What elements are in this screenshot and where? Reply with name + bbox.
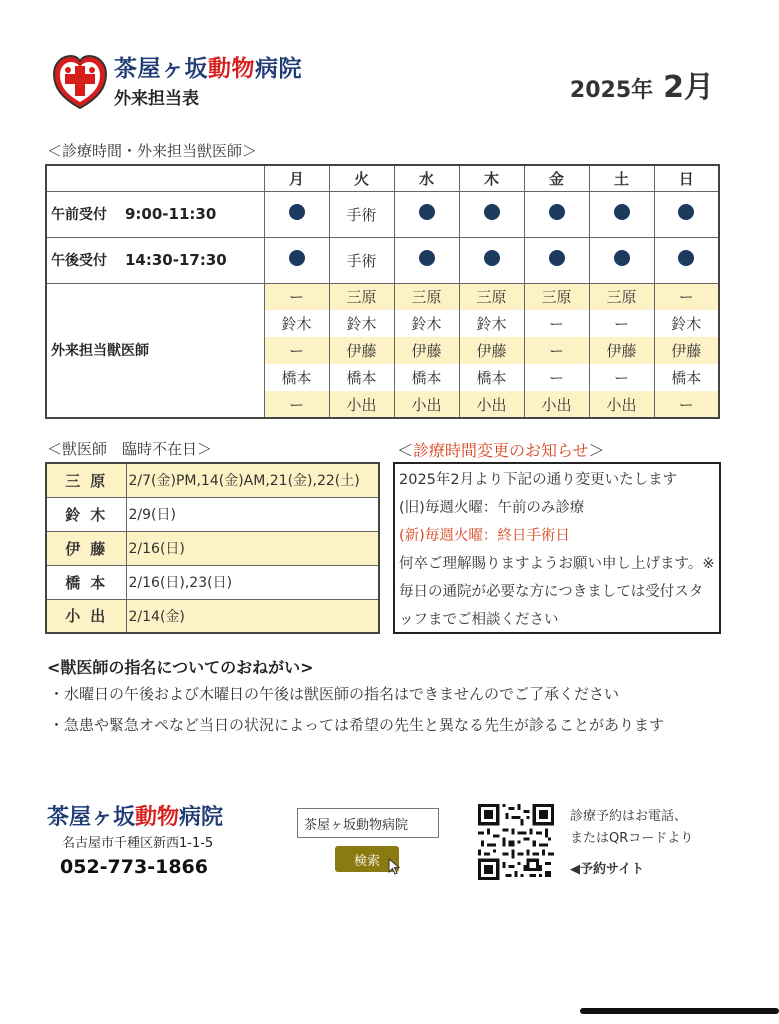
vet-cell: 橋本 (654, 364, 719, 391)
schedule-table (45, 164, 720, 419)
search-button[interactable]: 検索 (335, 846, 399, 872)
reservation-site-link[interactable]: ◀予約サイト (570, 862, 645, 877)
vet-cell: 小出 (524, 391, 589, 418)
open-dot (394, 237, 459, 283)
open-dot (589, 191, 654, 237)
phone-number: 052-773-1866 (60, 856, 208, 878)
open-dot (654, 191, 719, 237)
vet-row (46, 283, 719, 310)
vet-cell: 三原 (589, 283, 654, 310)
open-dot (264, 237, 329, 283)
open-dot (459, 191, 524, 237)
vet-cell: ー (264, 337, 329, 364)
vet-cell: 伊藤 (589, 337, 654, 364)
vet-cell: 鈴木 (459, 310, 524, 337)
day-header-sunday: 日 (654, 165, 719, 191)
open-dot-icon (289, 204, 305, 220)
qr-code-icon[interactable] (478, 804, 554, 880)
absence-row (46, 497, 379, 531)
notice-line-new: (新)毎週火曜：終日手術日 (399, 528, 570, 544)
vet-cell: ー (524, 364, 589, 391)
absence-section-label: ＜獣医師 臨時不在日＞ (47, 440, 213, 458)
open-dot-icon (614, 250, 630, 266)
absence-row (46, 531, 379, 565)
open-dot-icon (419, 250, 435, 266)
vet-cell: ー (654, 391, 719, 418)
absence-dates: 2/14(金) (126, 599, 379, 633)
day-header: 月 (264, 165, 329, 191)
vet-cell: 三原 (394, 283, 459, 310)
absence-dates: 2/7(金)PM,14(金)AM,21(金),22(土) (126, 463, 379, 497)
vet-cell: 橋本 (459, 364, 524, 391)
surgery-cell: 手術 (329, 191, 394, 237)
notice-paragraph: 何卒ご理解賜りますようお願い申し上げます。※毎日の通院が必要な方につきましては受付スタッフまでご相談ください (399, 556, 715, 628)
open-dot-icon (484, 250, 500, 266)
absence-row (46, 599, 379, 633)
notice-line-old: (旧)毎週火曜：午前のみ診療 (399, 500, 585, 516)
vet-cell: 三原 (459, 283, 524, 310)
request-title: <獣医師の指名についてのおねがい> (47, 658, 314, 677)
vet-cell: 小出 (394, 391, 459, 418)
open-dot (524, 191, 589, 237)
page-subtitle: 外来担当表 (114, 89, 199, 109)
absence-row (46, 463, 379, 497)
vet-cell: 橋本 (329, 364, 394, 391)
vet-cell: 鈴木 (394, 310, 459, 337)
vet-cell: 鈴木 (264, 310, 329, 337)
absence-vet-name: 橋本 (46, 565, 126, 599)
vet-cell: 小出 (589, 391, 654, 418)
request-bullet: ・水曜日の午後および木曜日の午後は獣医師の指名はできませんのでご了承ください (49, 685, 620, 703)
vet-cell: ー (654, 283, 719, 310)
vet-cell: ー (264, 391, 329, 418)
vet-cell: 伊藤 (654, 337, 719, 364)
vet-cell: 鈴木 (654, 310, 719, 337)
notice-title: ＜診療時間変更のお知らせ＞ (397, 441, 605, 460)
absence-dates: 2/9(日) (126, 497, 379, 531)
reservation-info-line: 診療予約はお電話、 (570, 809, 688, 824)
search-input[interactable] (297, 808, 439, 838)
open-dot-icon (614, 204, 630, 220)
open-dot-icon (549, 204, 565, 220)
footer-hospital-name: 茶屋ヶ坂動物病院 (47, 805, 224, 830)
header (50, 50, 730, 120)
day-header: 水 (394, 165, 459, 191)
vet-cell: 鈴木 (329, 310, 394, 337)
afternoon-label: 午後受付 14:30-17:30 (46, 237, 264, 283)
vet-cell: ー (589, 310, 654, 337)
schedule-date: 2025年 2月 (569, 70, 714, 105)
notice-box (393, 462, 721, 634)
open-dot (654, 237, 719, 283)
open-dot-icon (549, 250, 565, 266)
open-dot-icon (678, 250, 694, 266)
absence-table (45, 462, 380, 634)
reservation-info-line: またはQRコードより (570, 831, 694, 846)
vet-cell: 伊藤 (329, 337, 394, 364)
open-dot (394, 191, 459, 237)
request-bullet: ・急患や緊急オペなど当日の状況によっては希望の先生と異なる先生が診ることがあります (49, 716, 665, 734)
day-header: 金 (524, 165, 589, 191)
open-dot-icon (484, 204, 500, 220)
vet-cell: ー (524, 337, 589, 364)
vet-cell: 小出 (459, 391, 524, 418)
reservation-info (570, 806, 693, 850)
day-header: 火 (329, 165, 394, 191)
open-dot (459, 237, 524, 283)
day-header: 木 (459, 165, 524, 191)
open-dot-icon (289, 250, 305, 266)
day-header-row (46, 165, 719, 191)
morning-row (46, 191, 719, 237)
absence-vet-name: 三原 (46, 463, 126, 497)
hospital-logo-icon (52, 54, 108, 110)
vet-cell: 橋本 (264, 364, 329, 391)
cursor-icon (388, 858, 402, 876)
notice-line: 2025年2月より下記の通り変更いたします (399, 472, 678, 488)
corner-cell (46, 165, 264, 191)
vet-cell: 橋本 (394, 364, 459, 391)
absence-vet-name: 小出 (46, 599, 126, 633)
address: 名古屋市千種区新西1-1-5 (62, 836, 214, 851)
open-dot-icon (419, 204, 435, 220)
absence-vet-name: 鈴木 (46, 497, 126, 531)
morning-label: 午前受付 9:00-11:30 (46, 191, 264, 237)
day-header-saturday: 土 (589, 165, 654, 191)
absence-dates: 2/16(日) (126, 531, 379, 565)
open-dot (264, 191, 329, 237)
vet-cell: 三原 (329, 283, 394, 310)
afternoon-row (46, 237, 719, 283)
vet-cell: ー (524, 310, 589, 337)
absence-row (46, 565, 379, 599)
vet-cell: 小出 (329, 391, 394, 418)
open-dot (589, 237, 654, 283)
home-indicator[interactable] (580, 1008, 779, 1014)
absence-vet-name: 伊藤 (46, 531, 126, 565)
hospital-name: 茶屋ヶ坂動物病院 (114, 56, 302, 82)
schedule-section-label: ＜診療時間・外来担当獣医師＞ (47, 142, 258, 160)
vet-label: 外来担当獣医師 (46, 283, 264, 418)
open-dot-icon (678, 204, 694, 220)
vet-cell: 三原 (524, 283, 589, 310)
vet-cell: 伊藤 (459, 337, 524, 364)
surgery-cell: 手術 (329, 237, 394, 283)
vet-cell: ー (589, 364, 654, 391)
open-dot (524, 237, 589, 283)
vet-cell: 伊藤 (394, 337, 459, 364)
vet-cell: ー (264, 283, 329, 310)
absence-dates: 2/16(日),23(日) (126, 565, 379, 599)
